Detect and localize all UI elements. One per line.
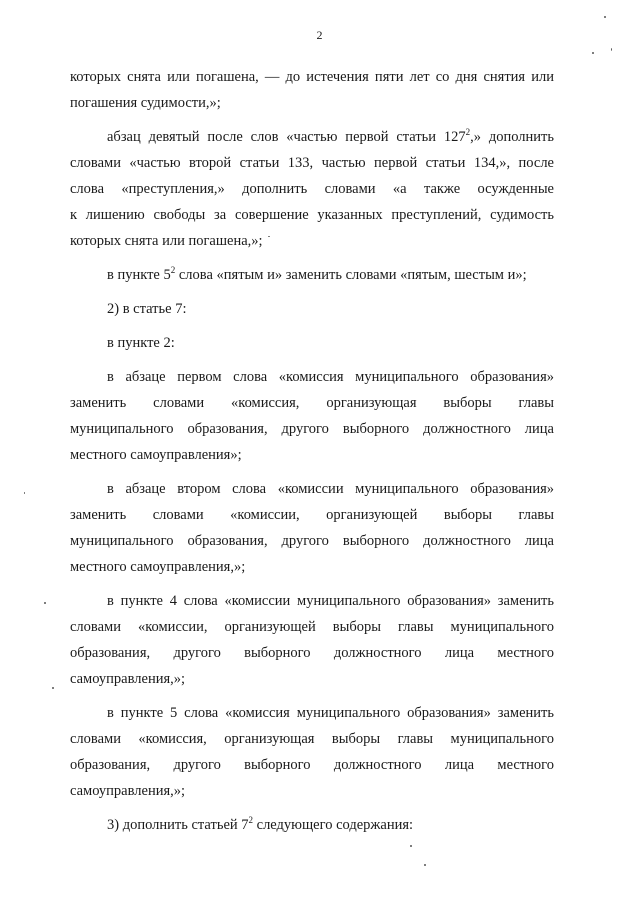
scan-speck	[611, 48, 612, 51]
scan-speck	[410, 845, 412, 847]
paragraph-abzac-vtoroi	[70, 476, 554, 580]
text-line: местного самоуправления,»;	[70, 559, 246, 575]
text-line: к лишению свободы за совершение указанных преступлений, судимость	[70, 207, 554, 223]
page-number: 2	[316, 28, 323, 42]
text-line: самоуправления,»;	[70, 671, 186, 687]
scan-speck	[24, 492, 25, 494]
text-line: в абзаце первом слова «комиссия муниципального образования»	[107, 369, 554, 385]
text-line: местного самоуправления»;	[70, 447, 242, 463]
text-line: в пункте 4 слова «комиссии муниципального образования» заменить	[107, 593, 554, 609]
text-line: которых снята или погашена,»;	[70, 233, 263, 249]
text-line: которых снята или погашена, — до истечения пяти лет со дня снятия или	[70, 69, 554, 85]
text-line: слова «преступления,» дополнить словами «а также осужденные	[70, 181, 554, 197]
text-line: заменить словами «комиссия, организующая выборы главы	[70, 395, 554, 411]
paragraph-punkt-2	[70, 330, 554, 356]
paragraph-abzac-devyatyi	[70, 124, 554, 254]
text-fragment: 3) дополнить статьей 7	[107, 817, 249, 833]
paragraph-punkt-5-2	[70, 262, 554, 288]
text-fragment: ,» дополнить	[470, 129, 554, 145]
document-body	[70, 64, 554, 838]
text-line: заменить словами «комиссии, организующей выборы главы	[70, 507, 554, 523]
text-fragment: в пункте 5	[107, 267, 171, 283]
text-line: словами «частью второй статьи 133, частью первой статьи 134,», после	[70, 155, 554, 171]
text-fragment: следующего содержания:	[253, 817, 414, 833]
text-line: в пункте 2:	[107, 335, 175, 351]
paragraph-statya-7	[70, 296, 554, 322]
text-line: погашения судимости,»;	[70, 95, 221, 111]
text-line: в пункте 5 слова «комиссия муниципального образования» заменить	[107, 705, 554, 721]
text-line	[70, 124, 554, 150]
scan-speck	[604, 16, 606, 18]
superscript: 2	[465, 127, 471, 138]
text-line	[70, 812, 554, 838]
text-line	[70, 262, 554, 288]
paragraph-statya-7-2	[70, 812, 554, 838]
text-line: самоуправления,»;	[70, 783, 186, 799]
text-fragment: слова «пятым и» заменить словами «пятым, шестым и»;	[175, 267, 527, 283]
paragraph-continuation	[70, 64, 554, 116]
paragraph-punkt-4	[70, 588, 554, 692]
text-fragment: абзац девятый после слов «частью первой статьи 127	[107, 129, 466, 145]
text-line: муниципального образования, другого выборного должностного лица	[70, 421, 554, 437]
superscript: 2	[248, 815, 254, 826]
paragraph-punkt-5	[70, 700, 554, 804]
scan-speck	[44, 602, 46, 604]
scan-speck	[424, 864, 426, 866]
text-line: образования, другого выборного должностного лица местного	[70, 757, 554, 773]
text-line: в абзаце втором слова «комиссии муниципального образования»	[107, 481, 554, 497]
superscript: 2	[170, 265, 176, 276]
paragraph-abzac-pervyi	[70, 364, 554, 468]
text-line: словами «комиссия, организующая выборы главы муниципального	[70, 731, 554, 747]
text-line: муниципального образования, другого выборного должностного лица	[70, 533, 554, 549]
scan-speck	[52, 687, 54, 689]
text-line: 2) в статье 7:	[107, 301, 187, 317]
scan-speck	[592, 52, 594, 54]
scan-speck	[268, 236, 270, 237]
text-line: образования, другого выборного должностного лица местного	[70, 645, 554, 661]
text-line: словами «комиссии, организующей выборы главы муниципального	[70, 619, 554, 635]
